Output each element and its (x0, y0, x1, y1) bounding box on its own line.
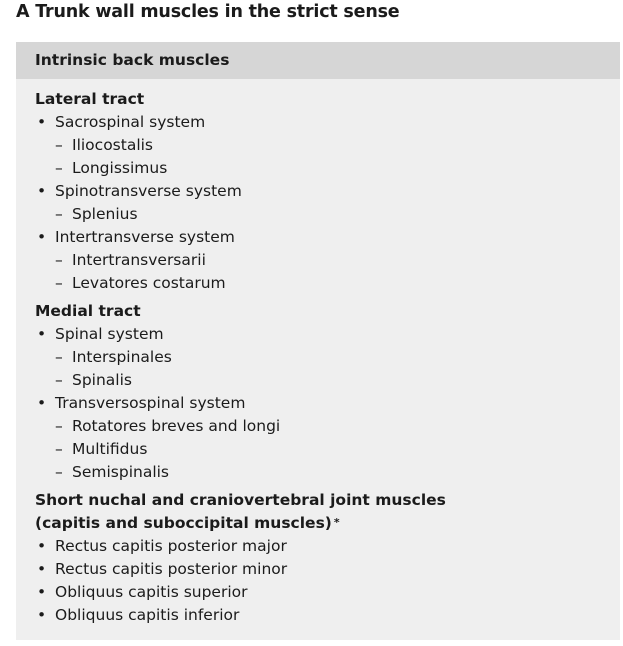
list-item: • Sacrospinal system (35, 111, 620, 134)
sub-list-item: – Intertransversarii (35, 249, 620, 272)
medial-tract-heading: Medial tract (35, 302, 141, 320)
list-item: • Intertransverse system (35, 226, 620, 249)
sub-list-item: – Levatores costarum (35, 272, 620, 295)
list-item: • Rectus capitis posterior minor (35, 558, 620, 581)
page-title: A Trunk wall muscles in the strict sense (16, 2, 400, 22)
nuchal-heading-line2 (35, 512, 620, 535)
list-item: • Transversospinal system (35, 392, 620, 415)
table-body (16, 79, 620, 627)
sub-list-item: – Splenius (35, 203, 620, 226)
sub-list-item: – Spinalis (35, 369, 620, 392)
table-header: Intrinsic back muscles (16, 42, 620, 79)
nuchal-heading-line1: Short nuchal and craniovertebral joint muscles (35, 491, 446, 509)
sub-list-item: – Interspinales (35, 346, 620, 369)
sub-list-item: – Iliocostalis (35, 134, 620, 157)
list-item: • Spinal system (35, 323, 620, 346)
list-item: • Obliquus capitis superior (35, 581, 620, 604)
nuchal-section (35, 489, 620, 627)
list-item: • Rectus capitis posterior major (35, 535, 620, 558)
list-item: • Obliquus capitis inferior (35, 604, 620, 627)
sub-list-item: – Rotatores breves and longi (35, 415, 620, 438)
muscle-table (16, 42, 620, 640)
nuchal-heading-text: (capitis and suboccipital muscles) (35, 514, 332, 532)
sub-list-item: – Multifidus (35, 438, 620, 461)
list-item: • Spinotransverse system (35, 180, 620, 203)
medial-tract-section (35, 300, 620, 484)
footnote-marker: * (333, 516, 340, 529)
sub-list-item: – Longissimus (35, 157, 620, 180)
sub-list-item: – Semispinalis (35, 461, 620, 484)
lateral-tract-section (35, 88, 620, 295)
lateral-tract-heading: Lateral tract (35, 90, 145, 108)
